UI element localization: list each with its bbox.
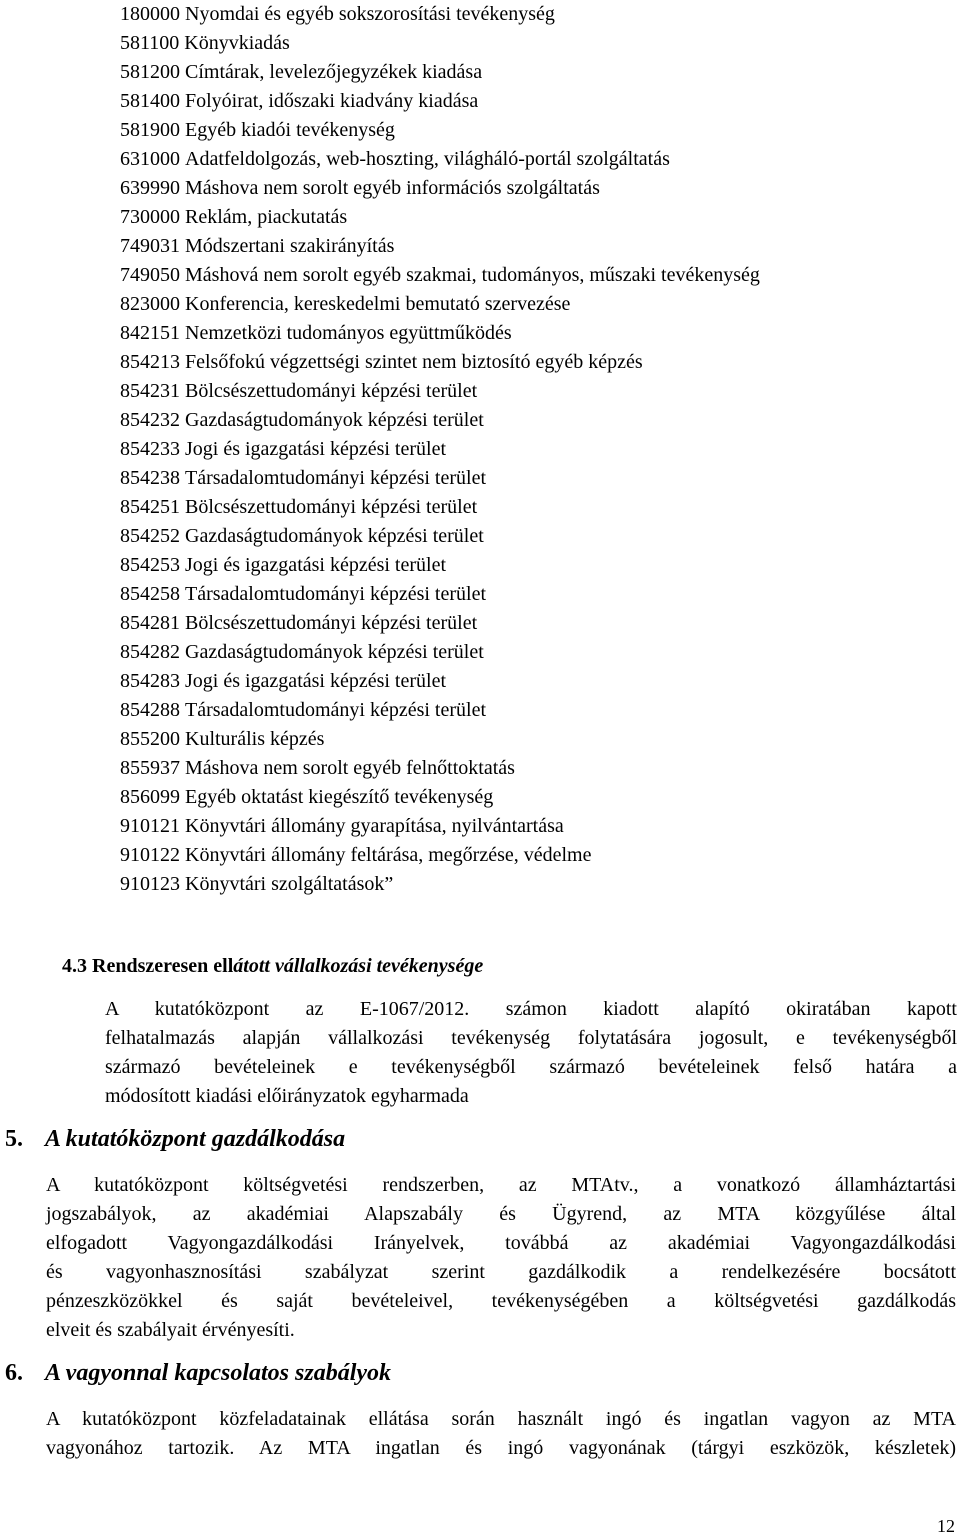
paragraph-line: A kutatóközpont az E-1067/2012. számon kiadott alapító okiratában kapott — [105, 998, 957, 1020]
activity-label: Könyvtári állomány feltárása, megőrzése, védelme — [185, 844, 592, 866]
activity-code: 180000 — [120, 3, 180, 25]
paragraph-line: jogszabályok, az akadémiai Alapszabály és Ügyrend, az MTA közgyűlése által — [46, 1203, 956, 1225]
section-6-heading — [5, 1360, 391, 1387]
activity-code: 581900 — [120, 119, 180, 141]
section-4-3-paragraph — [105, 995, 957, 1111]
activity-code: 854253 — [120, 554, 180, 576]
activity-code-item — [120, 580, 760, 609]
activity-code-list — [120, 0, 760, 899]
paragraph-line: A kutatóközpont költségvetési rendszerben, az MTAtv., a vonatkozó államháztartási — [46, 1174, 956, 1196]
section-6-number: 6. — [5, 1360, 23, 1386]
activity-code: 854232 — [120, 409, 180, 431]
activity-code-item — [120, 783, 760, 812]
activity-code-item — [120, 377, 760, 406]
paragraph-line: pénzeszközökkel és saját bevételeivel, tevékenységében a költségvetési gazdálkodás — [46, 1290, 956, 1312]
paragraph-line: elveit és szabályait érvényesíti. — [46, 1319, 295, 1341]
activity-label: Felsőfokú végzettségi szintet nem biztosító egyéb képzés — [185, 351, 643, 373]
activity-code: 854252 — [120, 525, 180, 547]
activity-label: Könyvtári szolgáltatások” — [185, 873, 394, 895]
activity-code: 854233 — [120, 438, 180, 460]
page-number: 12 — [937, 1516, 955, 1536]
activity-code: 749050 — [120, 264, 180, 286]
section-4-3-heading-plain: 4.3 Rendszeresen ell — [62, 955, 234, 977]
activity-code: 854213 — [120, 351, 180, 373]
activity-label: Társadalomtudományi képzési terület — [185, 467, 487, 489]
activity-label: Reklám, piackutatás — [185, 206, 348, 228]
activity-code-item — [120, 435, 760, 464]
section-4-3-heading-italic: átott vállalkozási tevékenysége — [233, 955, 484, 977]
activity-code: 854282 — [120, 641, 180, 663]
activity-code: 842151 — [120, 322, 180, 344]
activity-label: Gazdaságtudományok képzési terület — [185, 409, 484, 431]
section-5-paragraph — [46, 1171, 956, 1345]
activity-code-item — [120, 145, 760, 174]
activity-code-item — [120, 638, 760, 667]
activity-label: Bölcsészettudományi képzési terület — [185, 612, 478, 634]
activity-code-item — [120, 493, 760, 522]
section-6-title: A vagyonnal kapcsolatos szabályok — [45, 1360, 392, 1386]
paragraph-line: A kutatóközpont közfeladatainak ellátása során használt ingó és ingatlan vagyon az MTA — [46, 1408, 956, 1430]
activity-label: Bölcsészettudományi képzési terület — [185, 496, 478, 518]
activity-code: 854251 — [120, 496, 180, 518]
activity-code: 581100 — [120, 32, 180, 54]
activity-code: 854238 — [120, 467, 180, 489]
activity-code-item — [120, 348, 760, 377]
paragraph-line: származó bevételeinek e tevékenységből származó bevételeinek felső határa a — [105, 1056, 957, 1078]
activity-code: 581400 — [120, 90, 180, 112]
activity-label: Bölcsészettudományi képzési terület — [185, 380, 478, 402]
activity-code-item — [120, 841, 760, 870]
activity-label: Egyéb oktatást kiegészítő tevékenység — [185, 786, 494, 808]
activity-label: Gazdaságtudományok képzési terület — [185, 525, 484, 547]
activity-code: 631000 — [120, 148, 180, 170]
activity-code-item — [120, 29, 760, 58]
activity-code: 730000 — [120, 206, 180, 228]
activity-label: Könyvtári állomány gyarapítása, nyilvántartása — [185, 815, 564, 837]
paragraph-line: elfogadott Vagyongazdálkodási Irányelvek, továbbá az akadémiai Vagyongazdálkodási — [46, 1232, 956, 1254]
activity-code-item — [120, 290, 760, 319]
activity-code-item — [120, 87, 760, 116]
activity-code: 910121 — [120, 815, 180, 837]
activity-code-item — [120, 609, 760, 638]
activity-label: Máshova nem sorolt egyéb információs szolgáltatás — [185, 177, 600, 199]
activity-label: Folyóirat, időszaki kiadvány kiadása — [185, 90, 479, 112]
activity-code-item — [120, 116, 760, 145]
activity-label: Konferencia, kereskedelmi bemutató szervezése — [185, 293, 571, 315]
activity-label: Társadalomtudományi képzési terület — [185, 583, 487, 605]
activity-code-item — [120, 812, 760, 841]
activity-code-item — [120, 319, 760, 348]
section-5-title: A kutatóközpont gazdálkodása — [45, 1126, 346, 1152]
section-4-3-heading — [62, 955, 483, 978]
activity-code-item — [120, 464, 760, 493]
paragraph-line: és vagyonhasznosítási szabályzat szerint gazdálkodik a rendelkezésére bocsátott — [46, 1261, 956, 1283]
activity-label: Módszertani szakirányítás — [185, 235, 395, 257]
activity-label: Jogi és igazgatási képzési terület — [185, 438, 447, 460]
activity-label: Jogi és igazgatási képzési terület — [185, 554, 447, 576]
activity-label: Máshova nem sorolt egyéb felnőttoktatás — [185, 757, 515, 779]
activity-code: 749031 — [120, 235, 180, 257]
activity-code: 855200 — [120, 728, 180, 750]
activity-code-item — [120, 232, 760, 261]
activity-label: Nemzetközi tudományos együttműködés — [185, 322, 512, 344]
activity-label: Adatfeldolgozás, web-hoszting, világháló-portál szolgáltatás — [185, 148, 670, 170]
activity-label: Máshová nem sorolt egyéb szakmai, tudományos, műszaki tevékenység — [185, 264, 760, 286]
activity-code: 823000 — [120, 293, 180, 315]
section-6-paragraph — [46, 1405, 956, 1463]
activity-code-item — [120, 522, 760, 551]
activity-label: Gazdaságtudományok képzési terület — [185, 641, 484, 663]
activity-code: 854288 — [120, 699, 180, 721]
activity-code: 856099 — [120, 786, 180, 808]
activity-code: 854231 — [120, 380, 180, 402]
activity-code-item — [120, 58, 760, 87]
activity-code-item — [120, 696, 760, 725]
activity-code: 639990 — [120, 177, 180, 199]
activity-code: 581200 — [120, 61, 180, 83]
activity-code-item — [120, 725, 760, 754]
section-5-heading — [5, 1126, 345, 1153]
activity-code-item — [120, 754, 760, 783]
activity-code: 854258 — [120, 583, 180, 605]
activity-label: Címtárak, levelezőjegyzékek kiadása — [185, 61, 483, 83]
paragraph-line: vagyonához tartozik. Az MTA ingatlan és ingó vagyonának (tárgyi eszközök, készletek) — [46, 1437, 956, 1459]
activity-code-item — [120, 261, 760, 290]
section-5-number: 5. — [5, 1126, 23, 1152]
activity-label: Nyomdai és egyéb sokszorosítási tevékenység — [185, 3, 555, 25]
activity-code-item — [120, 551, 760, 580]
activity-code: 854281 — [120, 612, 180, 634]
activity-code-item — [120, 203, 760, 232]
activity-label: Társadalomtudományi képzési terület — [185, 699, 487, 721]
paragraph-line: felhatalmazás alapján vállalkozási tevékenység folytatására jogosult, e tevékenységből — [105, 1027, 957, 1049]
activity-code: 910122 — [120, 844, 180, 866]
activity-code-item — [120, 174, 760, 203]
activity-code-item — [120, 0, 760, 29]
activity-label: Egyéb kiadói tevékenység — [185, 119, 395, 141]
activity-label: Jogi és igazgatási képzési terület — [185, 670, 447, 692]
activity-code: 910123 — [120, 873, 180, 895]
activity-code: 855937 — [120, 757, 180, 779]
activity-label: Könyvkiadás — [184, 32, 290, 54]
activity-code: 854283 — [120, 670, 180, 692]
paragraph-line: módosított kiadási előirányzatok egyharmada — [105, 1085, 469, 1107]
activity-label: Kulturális képzés — [185, 728, 325, 750]
activity-code-item — [120, 870, 760, 899]
activity-code-item — [120, 406, 760, 435]
activity-code-item — [120, 667, 760, 696]
